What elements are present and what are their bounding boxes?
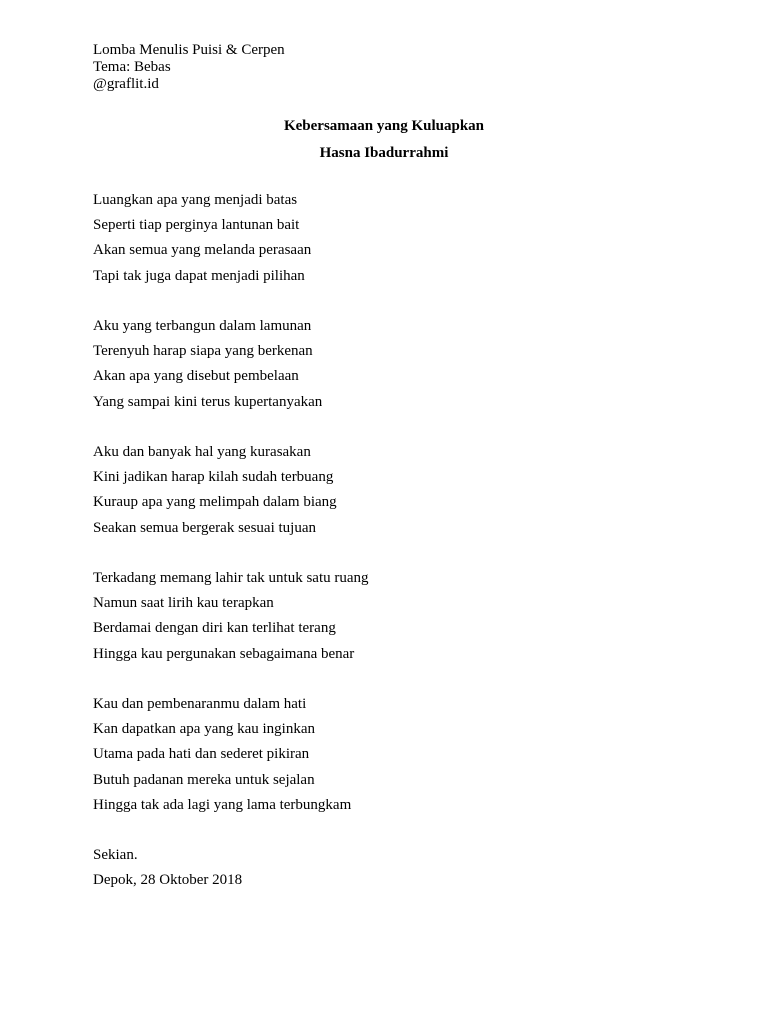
contest-handle: @graflit.id [93, 76, 159, 92]
poem-line: Utama pada hati dan sederet pikiran [93, 746, 310, 763]
poem-line: Yang sampai kini terus kupertanyakan [93, 393, 323, 410]
poem-line: Terkadang memang lahir tak untuk satu ruang [93, 570, 369, 586]
place-and-date: Depok, 28 Oktober 2018 [93, 872, 243, 889]
stanza-1 [93, 188, 311, 289]
stanza-2 [93, 314, 322, 415]
poem-line: Kan dapatkan apa yang kau inginkan [93, 721, 316, 738]
poem-author: Hasna Ibadurrahmi [319, 145, 449, 161]
poem-line: Berdamai dengan diri kan terlihat terang [93, 620, 336, 637]
stanza-4 [93, 566, 369, 667]
poem-line: Akan apa yang disebut pembelaan [93, 368, 299, 385]
poem-line: Hingga kau pergunakan sebagaimana benar [93, 645, 355, 662]
poem-line: Kuraup apa yang melimpah dalam biang [93, 494, 337, 511]
closing-block [93, 843, 242, 893]
poem-line: Akan semua yang melanda perasaan [93, 242, 312, 259]
closing-sign-off: Sekian. [93, 847, 138, 863]
contest-header [93, 42, 285, 93]
contest-name: Lomba Menulis Puisi & Cerpen [93, 42, 285, 58]
poem-line: Seakan semua bergerak sesuai tujuan [93, 519, 316, 536]
poem-line: Seperti tiap perginya lantunan bait [93, 217, 300, 234]
poem-line: Aku dan banyak hal yang kurasakan [93, 444, 311, 460]
poem-line: Namun saat lirih kau terapkan [93, 595, 274, 612]
poem-title: Kebersamaan yang Kuluapkan [283, 118, 485, 134]
contest-theme: Tema: Bebas [93, 59, 171, 75]
poem-line: Butuh padanan mereka untuk sejalan [93, 771, 315, 788]
poem-line: Kini jadikan harap kilah sudah terbuang [93, 469, 334, 486]
poem-line: Luangkan apa yang menjadi batas [93, 192, 298, 208]
stanza-5 [93, 692, 351, 818]
poem-line: Aku yang terbangun dalam lamunan [93, 318, 312, 334]
poem-line: Kau dan pembenaranmu dalam hati [93, 696, 307, 712]
poem-line: Tapi tak juga dapat menjadi pilihan [93, 267, 305, 284]
stanza-3 [93, 440, 337, 541]
poem-line: Terenyuh harap siapa yang berkenan [93, 343, 313, 360]
poem-line: Hingga tak ada lagi yang lama terbungkam [93, 796, 352, 813]
